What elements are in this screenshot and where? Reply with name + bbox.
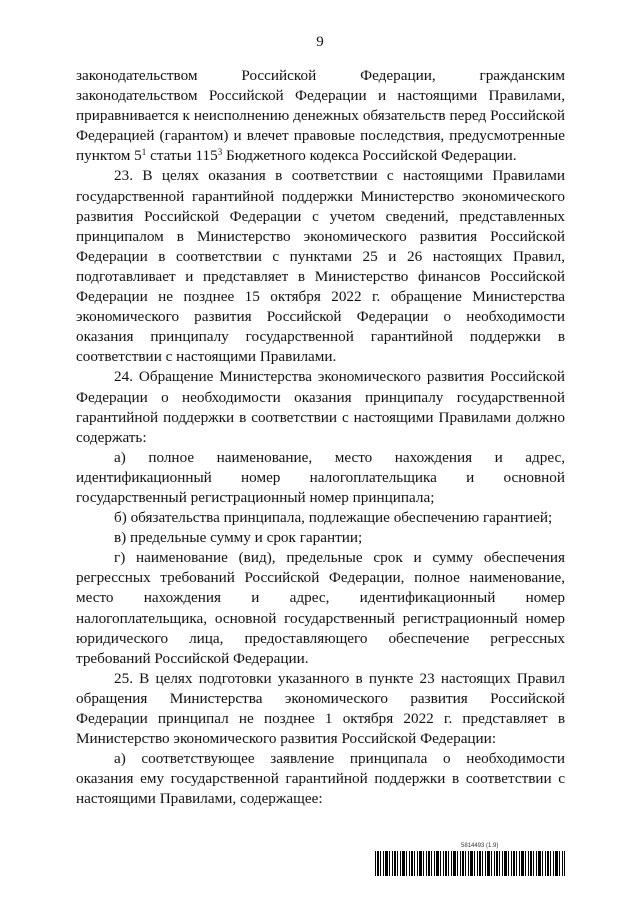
paragraph-24-g: г) наименование (вид), предельные срок и сумму обеспечения регрессных требований Российской Федерации, полное наименование, место нахождения и адрес, идентификационный номер налогоплательщика, основной государственный регистрационный номер юридического лица, предоставляющего обеспечение регрессных требований Российской Федерации. — [76, 549, 565, 667]
barcode-icon — [375, 851, 565, 876]
document-body — [76, 66, 565, 809]
paragraph-25: 25. В целях подготовки указанного в пункте 23 настоящих Правил обращения Министерства экономического развития Российской Федерации принципал не позднее 1 октября 2022 г. представляет в Министерство экономического развития Российской Федерации: — [76, 669, 565, 748]
paragraph-24-b: б) обязательства принципала, подлежащие обеспечению гарантией; — [114, 509, 553, 527]
paragraph-continuation: законодательством Российской Федерации, гражданским законодательством Российской Федерации и настоящими Правилами, приравнивается к неисполнению денежных обязательств перед Российской Федерацией (гарантом) и влечет правовые последствия, предусмотренные пунктом $5^1$ статьи $115^3$ Бюджетного кодекса Российской Федерации. — [76, 67, 565, 165]
paragraph-24-a: а) полное наименование, место нахождения и адрес, идентификационный номер налогоплательщика и основной государственный регистрационный номер принципала; — [76, 448, 565, 506]
paragraph-24: 24. Обращение Министерства экономического развития Российской Федерации о необходимости оказания принципалу государственной гарантийной поддержки в соответствии с настоящими Правилами должно содержать: — [76, 368, 565, 446]
paragraph-25-a: а) соответствующее заявление принципала о необходимости оказания ему государственной гарантийной поддержки в соответствии с настоящими Правилами, содержащее: — [76, 750, 565, 808]
page-number: 9 — [316, 34, 324, 50]
superscript: 3 — [217, 147, 223, 158]
paragraph-23: 23. В целях оказания в соответствии с настоящими Правилами государственной гарантийной поддержки Министерство экономического развития Российской Федерации с учетом сведений, представленных принципалом в Министерство экономического развития Российской Федерации в соответствии с пунктами 25 и 26 настоящих Правил, подготавливает и представляет в Министерство финансов Российской Федерации не позднее 15 октября 2022 г. обращение Министерства экономического развития Российской Федерации о необходимости оказания принципалу государственной гарантийной поддержки в соответствии с настоящими Правилами. — [76, 167, 565, 366]
paragraph-24-v: в) предельные сумму и срок гарантии; — [114, 529, 363, 547]
document-code: 5814493 (1.9) — [461, 843, 499, 849]
superscript: 1 — [141, 147, 147, 158]
